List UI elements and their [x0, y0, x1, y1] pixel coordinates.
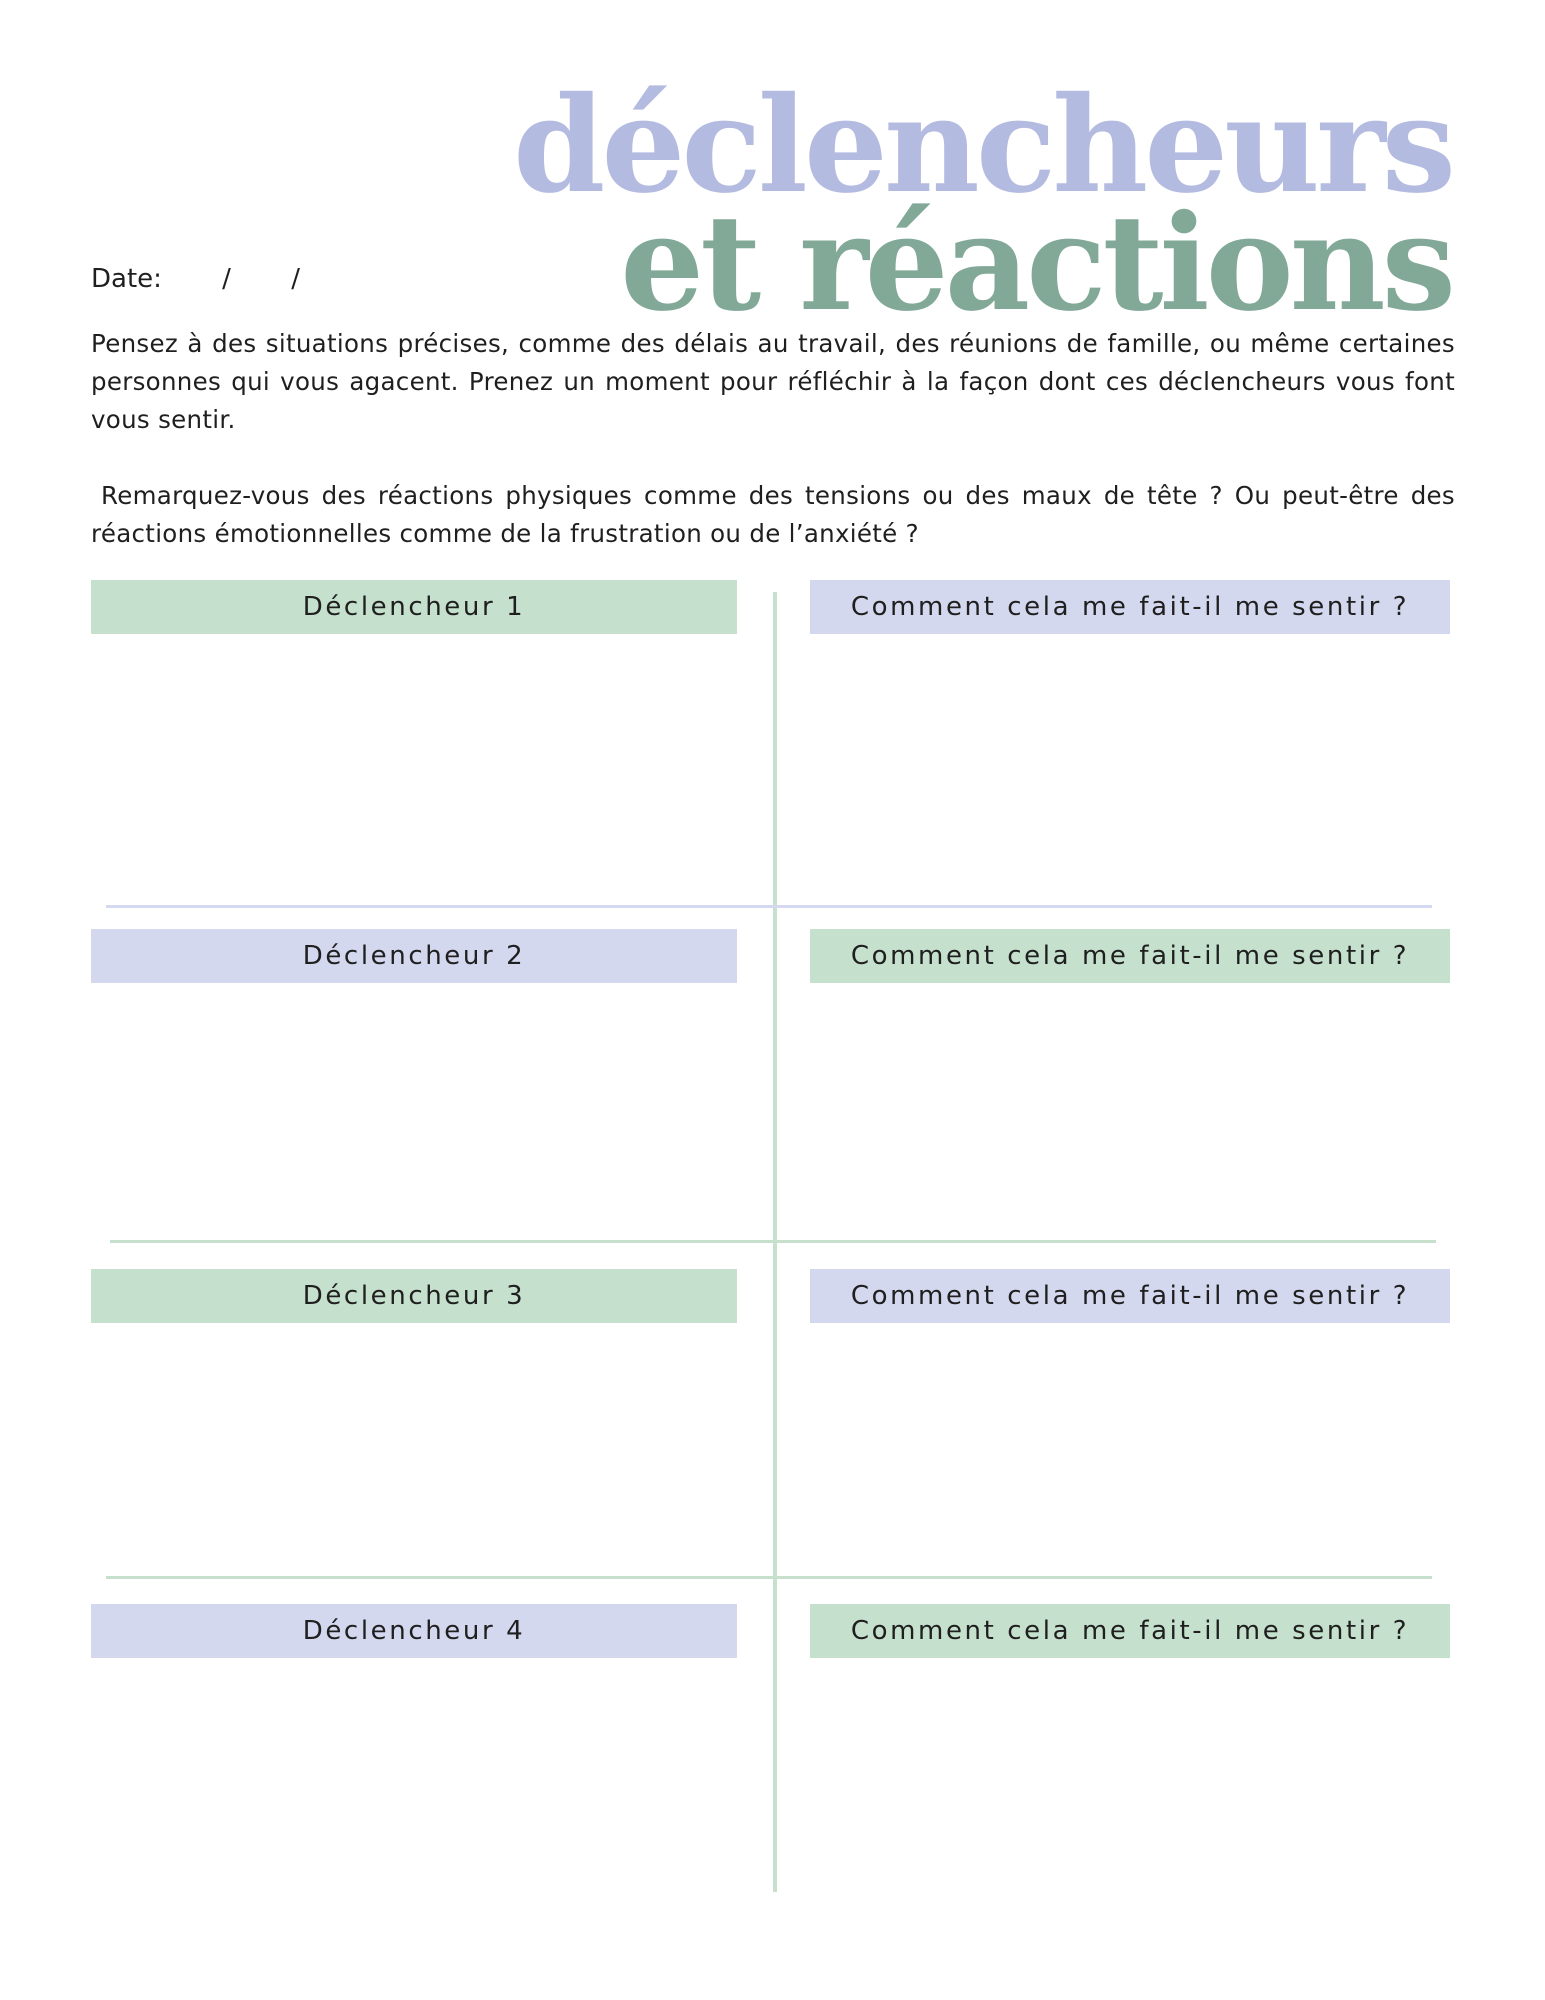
trigger-2-header: Déclencheur 2 — [91, 929, 737, 983]
title-line-1: déclencheurs — [513, 68, 1452, 223]
feeling-3-header: Comment cela me fait-il me sentir ? — [810, 1269, 1450, 1323]
feeling-4-write-area[interactable] — [810, 1665, 1450, 1890]
feeling-1-header: Comment cela me fait-il me sentir ? — [810, 580, 1450, 634]
trigger-3-header: Déclencheur 3 — [91, 1269, 737, 1323]
row-divider-3 — [106, 1576, 1432, 1579]
feeling-2-header: Comment cela me fait-il me sentir ? — [810, 929, 1450, 983]
feeling-3-write-area[interactable] — [810, 1330, 1450, 1566]
trigger-3-write-area[interactable] — [91, 1330, 737, 1566]
feeling-1-write-area[interactable] — [810, 640, 1450, 895]
date-field[interactable] — [91, 264, 300, 294]
feeling-4-header: Comment cela me fait-il me sentir ? — [810, 1604, 1450, 1658]
trigger-4-header: Déclencheur 4 — [91, 1604, 737, 1658]
row-divider-2 — [110, 1240, 1436, 1243]
feeling-2-write-area[interactable] — [810, 990, 1450, 1230]
row-divider-1 — [106, 905, 1432, 908]
date-label: Date: — [91, 264, 162, 294]
intro-paragraph-2: Remarquez-vous des réactions physiques comme des tensions ou des maux de tête ? Ou peut-être des réactions émotionnelles comme de la frustration ou de l’anxiété ? — [91, 481, 1455, 548]
trigger-2-write-area[interactable] — [91, 990, 737, 1230]
title-line-2: et réactions — [620, 186, 1452, 341]
date-separator-1: / — [222, 264, 231, 294]
date-separator-2: / — [291, 264, 300, 294]
trigger-1-write-area[interactable] — [91, 640, 737, 895]
trigger-4-write-area[interactable] — [91, 1665, 737, 1890]
trigger-1-header: Déclencheur 1 — [91, 580, 737, 634]
intro-paragraph-1: Pensez à des situations précises, comme des délais au travail, des réunions de famille, ou même certaines personnes qui vous agacent. Prenez un moment pour réfléchir à la façon dont ces déclencheurs vous font vous sentir. — [91, 329, 1455, 434]
